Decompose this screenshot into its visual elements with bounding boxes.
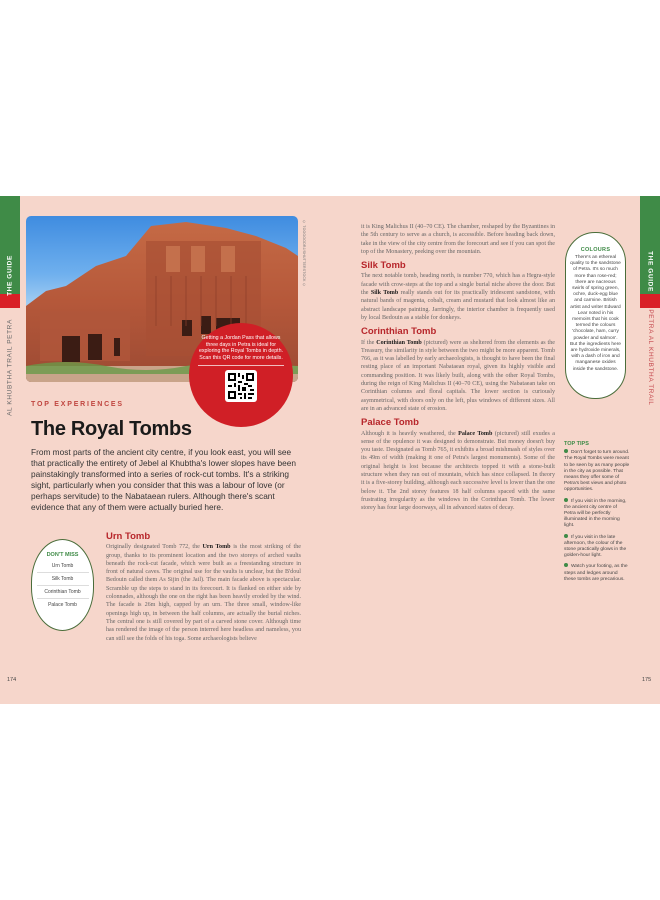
top-tips-title: TOP TIPS [564, 441, 589, 447]
palace-tomb-heading: Palace Tomb [361, 417, 419, 429]
callout-divider [198, 365, 284, 366]
corinthian-tomb-paragraph: If the Corinthian Tomb (pictured) were as sheltered from the elements as the Treasury, the similarity in style between the two might be more apparent. Tomb 766, as it was labelled by early archaeologists, is thought to have been the final resting place of an important Nabataean royal, given its highly visible and commanding position. It was likely built, along with the other Royal Tombs, during the reign of King Malichus II (40–70 CE), using the Nabataean take on Corinthian columns and floral capitals. The lower section is curiously asymmetrical, with doors only on the left, plus windows of different sizes. All are in an advanced state of erosion. [361, 339, 555, 412]
qr-code-icon[interactable] [225, 370, 257, 402]
urn-tomb-paragraph: Originally designated Tomb 772, the Urn Tomb is the most striking of the group, thanks to its prominent location and the two storeys of arched vaults beneath the rock-cut facade, which were built as a freestanding structure in front of natural caves. The original use for the vaults is unclear, but the B'doul Bedouin called them As Sijin (the Jail). The main facade above is spectacular. Scramble up the steps to stand in its forecourt. It is flanked on either side by colonnades, although the one on the right has been heavily eroded by the wind. The facade is 26m high, capped by an urn. The three small, window-like openings high up, in between the half columns, are actually the burial niches. The central one is still covered by part of a carved stone cover. Although time has rendered the image of the person interred here headless and nameless, you can still see the folds of his toga. Some archaeologists believe [106, 544, 301, 642]
page-number-right: 175 [642, 677, 652, 683]
bullet-icon [564, 449, 568, 453]
page-number-left: 174 [7, 677, 17, 683]
silk-tomb-paragraph: The next notable tomb, heading north, is number 770, which has a Hegra-style facade with crow-steps at the top and a single burial niche above the door. But the Silk Tomb really stands out for its practically iridescent sandstone, with natural bands of magenta, cobalt, cream and mustard that look almost like an abstract landscape painting. Jarringly, the interior chamber is frequently used by local Bedouin as a stable for donkeys. [361, 273, 555, 321]
article-column-left [106, 533, 301, 643]
section-tab-red [0, 294, 20, 308]
tip-item: Don't forget to turn around. The Royal Tombs were meant to be seen by as many people in the city as possible. That means they offer some of Petra's best views and photo opportunities. [564, 450, 630, 493]
tip-item: If you visit in the morning, the ancient city centre of Petra will be perfectly illuminated in the morning light. [564, 498, 627, 529]
bullet-icon [564, 534, 568, 538]
silk-tomb-heading: Silk Tomb [361, 260, 406, 272]
urn-tomb-heading: Urn Tomb [106, 531, 151, 542]
side-tab-guide-label: THE GUIDE [646, 251, 654, 292]
dont-miss-item: Urn Tomb [37, 560, 89, 573]
continuation-paragraph: it is King Malichus II (40–70 CE). The chamber, reshaped by the Byzantines in the 5th century to serve as a church, is accessible. Before heading back down, take in the view of the city centre from the forecourt and see if you can spot the top of the Monastery, peeking over the mountain. [361, 224, 555, 255]
side-tab-guide-label: THE GUIDE [6, 255, 14, 296]
dont-miss-item: Corinthian Tomb [37, 586, 89, 599]
article-column-right [361, 223, 555, 513]
dont-miss-item: Silk Tomb [37, 573, 89, 586]
section-kicker: TOP EXPERIENCES [31, 401, 124, 408]
corinthian-tomb-heading: Corinthian Tomb [361, 326, 437, 338]
palace-tomb-paragraph: Although it is heavily weathered, the Palace Tomb (pictured) still exudes a sense of the opulence it was designed to demonstrate. But money doesn't buy you taste. Designated as Tomb 765, it exhibits a broad mishmash of styles over its 49m of width (making it one of Petra's largest monuments). Some of the original height is lost because the architects topped it with a stone-built structure when they ran out of mountain, which has since collapsed. In theory it is a five-storey building, although each successive level is lower than the one below it. The 2nd storey features 18 half columns spaced with the same frustrating irregularity as the windows in the Corinthian Tomb. The lower storey has four large doorways, all in advanced states of decay. [361, 430, 555, 512]
jordan-pass-callout [189, 323, 293, 427]
side-tab-section-label: AL KHUBTHA TRAIL PETRA [6, 319, 14, 416]
colours-sidebar [565, 232, 626, 399]
page-title: The Royal Tombs [31, 418, 192, 440]
bullet-icon [564, 498, 568, 502]
book-spread [0, 196, 660, 704]
intro-paragraph: From most parts of the ancient city centre, if you look east, you will see that practically the entirety of Jebel al Khubtha's lower slopes have been painstakingly transformed into a series of rock-cut tombs. It's a striking sight, particularly when you consider that this was a labour of love (or perhaps servitude) to the Nabataean rulers. Although there's scant evidence that any of them were actually buried here. [31, 447, 296, 512]
colours-title: COLOURS [580, 247, 611, 253]
dont-miss-item: Palace Tomb [48, 602, 77, 608]
section-tab-red [640, 294, 660, 308]
colours-body: There's an ethereal quality to the sandstone of Petra. It's so much more than rose-red; there are nacreous swirls of spring green, ochre, duck-egg blue and carmine. British artist and writer Edward Lear noted in his memoirs that his cook termed the colours 'chocolate, ham, curry powder and salmon'. But the ingredients here are hydroxide minerals, with a dash of iron and manganese oxides inside the sandstone. [570, 255, 621, 372]
dont-miss-title: DON'T MISS [46, 552, 79, 558]
photo-credit: © TOOGOODRJ/SHUTTERSTOCK © [302, 220, 306, 288]
bullet-icon [564, 563, 568, 567]
side-tab-section-label: PETRA AL KHUBTHA TRAIL [646, 309, 654, 406]
tip-item: If you visit in the late afternoon, the colour of the stone practically glows in the golden-hour light. [564, 534, 627, 559]
callout-text: Getting a Jordan Pass that allows three days in Petra is ideal for exploring the Royal Tombs in depth. Scan this QR code for more details. [198, 335, 284, 361]
dont-miss-box [31, 539, 94, 631]
top-tips [564, 441, 630, 587]
tip-item: Watch your footing, as the steps and ledges around these tombs are precarious. [564, 564, 628, 582]
